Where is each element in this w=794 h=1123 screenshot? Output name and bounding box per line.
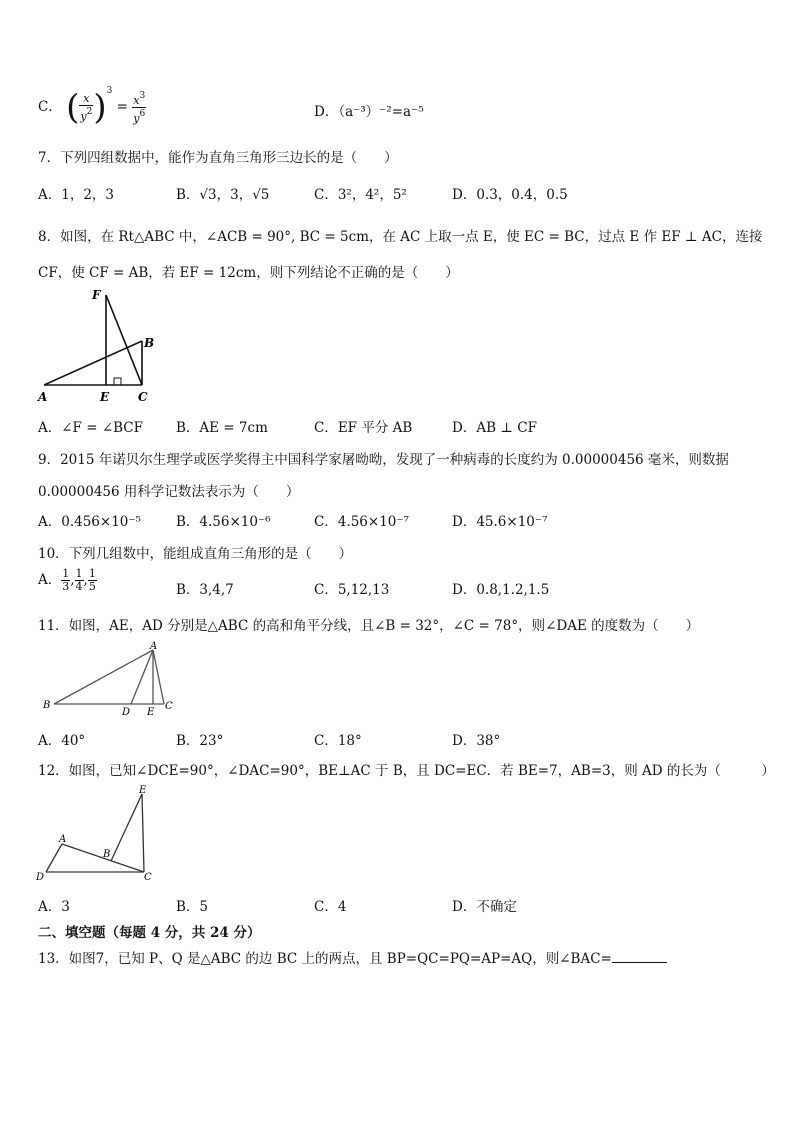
q11-option-a: A．40° <box>38 733 86 749</box>
q6-option-c-label: C． <box>38 99 62 115</box>
q10-option-d: D．0.8,1.2,1.5 <box>452 582 550 598</box>
q8-right-angle-mark <box>114 378 121 385</box>
q10-option-c: C．5,12,13 <box>314 582 390 598</box>
q6-fraction-rhs: $\frac{x^3}{y^6}$ <box>133 91 146 125</box>
q8-option-b: B．AE = 7cm <box>176 420 268 436</box>
q11-seg-ab <box>54 650 153 704</box>
q10-option-b: B．3,4,7 <box>176 582 234 598</box>
q7-option-b: B．√3，3，√5 <box>176 187 270 203</box>
q8-option-d: D．AB ⊥ CF <box>452 420 537 436</box>
q11-label-c: C <box>165 701 173 712</box>
q8-stem-line2: CF，使 CF = AB，若 EF = 12cm，则下列结论不正确的是（ ） <box>38 265 459 281</box>
q12-seg-eb <box>111 794 142 861</box>
q6-option-c: C． ( $\frac{x}{y^2}$ )$^3$ = $\frac{x^3}{y^6}$ <box>38 86 146 128</box>
q8-option-c: C．EF 平分 AB <box>314 420 413 436</box>
q11-option-b: B．23° <box>176 733 224 749</box>
q11-option-c: C．18° <box>314 733 362 749</box>
q9-option-d: D．45.6×10⁻⁷ <box>452 514 548 530</box>
q12-label-d: D <box>36 872 45 883</box>
q12-label-c: C <box>144 872 152 883</box>
q11-label-a: A <box>150 641 158 652</box>
q8-stem-line1: 8．如图，在 Rt△ABC 中，∠ACB = 90°, BC = 5cm，在 AC 上取一点 E，使 EC = BC，过点 E 作 EF ⊥ AC，连接 <box>38 229 763 245</box>
q11-option-d: D．38° <box>452 733 501 749</box>
q12-label-a: A <box>59 834 67 845</box>
q10-frac-2: $\frac{1}{4}$ <box>75 567 83 593</box>
q13-answer-blank[interactable] <box>612 950 667 963</box>
q7-option-d: D．0.3，0.4，0.5 <box>452 187 568 203</box>
q12-option-c: C．4 <box>314 899 347 915</box>
section2-title: 二、填空题（每题 4 分，共 24 分） <box>38 925 261 941</box>
q12-label-b: B <box>103 849 111 860</box>
q9-stem-line2: 0.00000456 用科学记数法表示为（ ） <box>38 484 300 500</box>
q11-stem: 11．如图，AE，AD 分别是△ABC 的高和角平分线，且∠B = 32°，∠C = 78°，则∠DAE 的度数为（ ） <box>38 618 700 634</box>
q8-label-c: C <box>138 390 148 404</box>
q8-seg-fc <box>106 295 142 385</box>
q12-figure <box>32 784 162 886</box>
q9-stem-line1: 9．2015 年诺贝尔生理学或医学奖得主中国科学家屠呦呦，发现了一种病毒的长度约为 0.00000456 毫米，则数据 <box>38 452 729 468</box>
q12-label-e: E <box>139 785 147 796</box>
q10-option-a: A． $\frac{1}{3}$ , $\frac{1}{4}$ , $\frac{1}{5}$ <box>38 567 96 593</box>
q11-label-b: B <box>43 700 51 711</box>
q12-stem: 12．如图，已知∠DCE=90°，∠DAC=90°，BE⊥AC 于 B，且 DC=EC．若 BE=7，AB=3，则 AD 的长为（ ） <box>38 763 775 779</box>
q11-seg-ac <box>153 650 164 704</box>
q6-option-d: D．（a⁻³）⁻²=a⁻⁵ <box>314 104 424 120</box>
q11-label-e: E <box>147 707 155 718</box>
q12-seg-ec <box>142 794 144 872</box>
q9-option-a: A．0.456×10⁻⁵ <box>38 514 141 530</box>
q10-frac-3: $\frac{1}{5}$ <box>88 567 96 593</box>
q9-option-b: B．4.56×10⁻⁶ <box>176 514 271 530</box>
q7-option-c: C．3²，4²，5² <box>314 187 407 203</box>
q11-seg-ad <box>131 650 153 704</box>
q8-label-e: E <box>100 390 110 404</box>
q7-option-a: A．1，2，3 <box>38 187 115 203</box>
q8-figure <box>34 285 164 410</box>
q13-stem: 13．如图7，已知 P、Q 是△ABC 的边 BC 上的两点，且 BP=QC=PQ=AP=AQ，则∠BAC= <box>38 947 667 967</box>
q12-option-d: D．不确定 <box>452 899 517 915</box>
q11-label-d: D <box>122 707 131 718</box>
q10-frac-1: $\frac{1}{3}$ <box>62 567 70 593</box>
q7-stem: 7．下列四组数据中，能作为直角三角形三边长的是（ ） <box>38 150 398 166</box>
q12-option-a: A．3 <box>38 899 70 915</box>
q8-seg-ab <box>44 341 142 385</box>
q9-option-c: C．4.56×10⁻⁷ <box>314 514 409 530</box>
q8-label-b: B <box>144 336 155 350</box>
q8-option-a: A．∠F = ∠BCF <box>38 420 144 436</box>
q12-option-b: B．5 <box>176 899 209 915</box>
q10-stem: 10．下列几组数中，能组成直角三角形的是（ ） <box>38 546 353 562</box>
q8-label-f: F <box>92 288 101 302</box>
q12-seg-da <box>46 844 62 872</box>
q11-figure <box>40 640 185 720</box>
q6-fraction-lhs: $\frac{x}{y^2}$ <box>80 91 93 123</box>
q8-label-a: A <box>38 390 48 404</box>
